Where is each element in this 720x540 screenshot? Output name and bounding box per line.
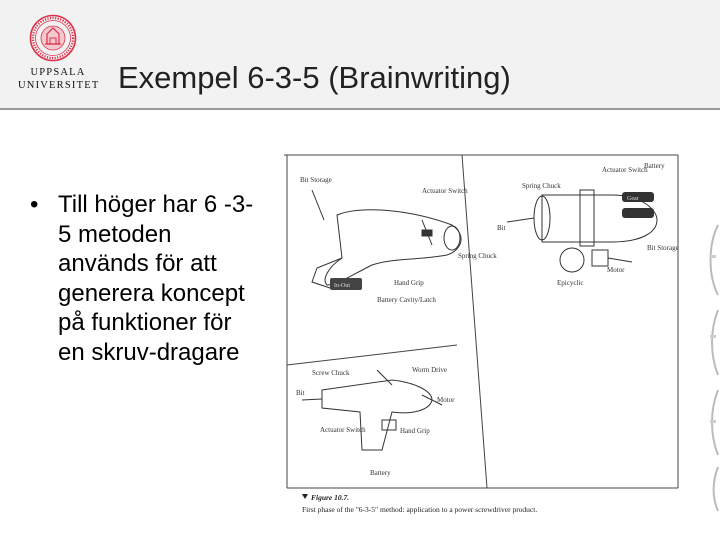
sketch1-label-bit-storage: Bit Storage [300,176,332,184]
sketch-screwdriver-3 [302,370,442,450]
sketch-screwdriver-1 [312,190,461,288]
sketch1-label-in-out: In-Out [334,283,350,289]
uppsala-seal-icon [29,14,77,62]
sketch2-label-spring-chuck: Spring Chuck [522,182,561,190]
sketch1-label-actuator: Actuator Switch [422,187,468,195]
decorative-seal-pattern [698,215,720,515]
sketch2-label-battery: Battery [644,162,665,170]
university-name [18,66,98,92]
sketch2-label-bit-storage: Bit Storage [647,244,679,252]
sketch3-label-worm-drive: Worm Drive [412,366,448,374]
sketch1-label-hand-grip: Hand Grip [394,279,424,287]
brainwriting-figure [282,150,682,522]
sketch-screwdriver-2 [507,190,657,272]
figure-caption-title: Figure 10.7. [311,493,350,502]
sketch3-label-screw-chuck: Screw Chuck [312,369,350,377]
figure-caption-text: First phase of the "6-3-5" method: application to a power screwdriver product. [302,505,538,514]
sketch2-label-motor: Motor [607,266,625,274]
sketch3-label-actuator: Actuator Switch [320,426,366,434]
sketch2-label-epicyclic: Epicyclic [557,279,584,287]
sketch1-label-battery-cavity: Battery Cavity/Latch [377,296,436,304]
bullet-list [30,190,255,367]
bullet-item: • Till höger har 6 -3-5 metoden används för att generera koncept på funktioner för en skruv-dragare [30,190,255,367]
sketch3-label-battery: Battery [370,469,391,477]
sketch3-label-hand-grip: Hand Grip [400,427,430,435]
university-name-line1: UPPSALA [30,67,86,78]
slide-header [0,0,720,110]
sketch2-label-actuator: Actuator Switch [602,166,648,174]
sketch3-label-bit: Bit [296,389,305,397]
sketch2-label-bit: Bit [497,224,506,232]
sketch2-label-gear: Gear [627,196,639,202]
sketch1-label-spring-chuck: Spring Chuck [458,252,497,260]
university-name-line2: UNIVERSITET [18,80,100,91]
slide-title: Exempel 6-3-5 (Brainwriting) [118,60,511,95]
sketch3-label-motor: Motor [437,396,455,404]
